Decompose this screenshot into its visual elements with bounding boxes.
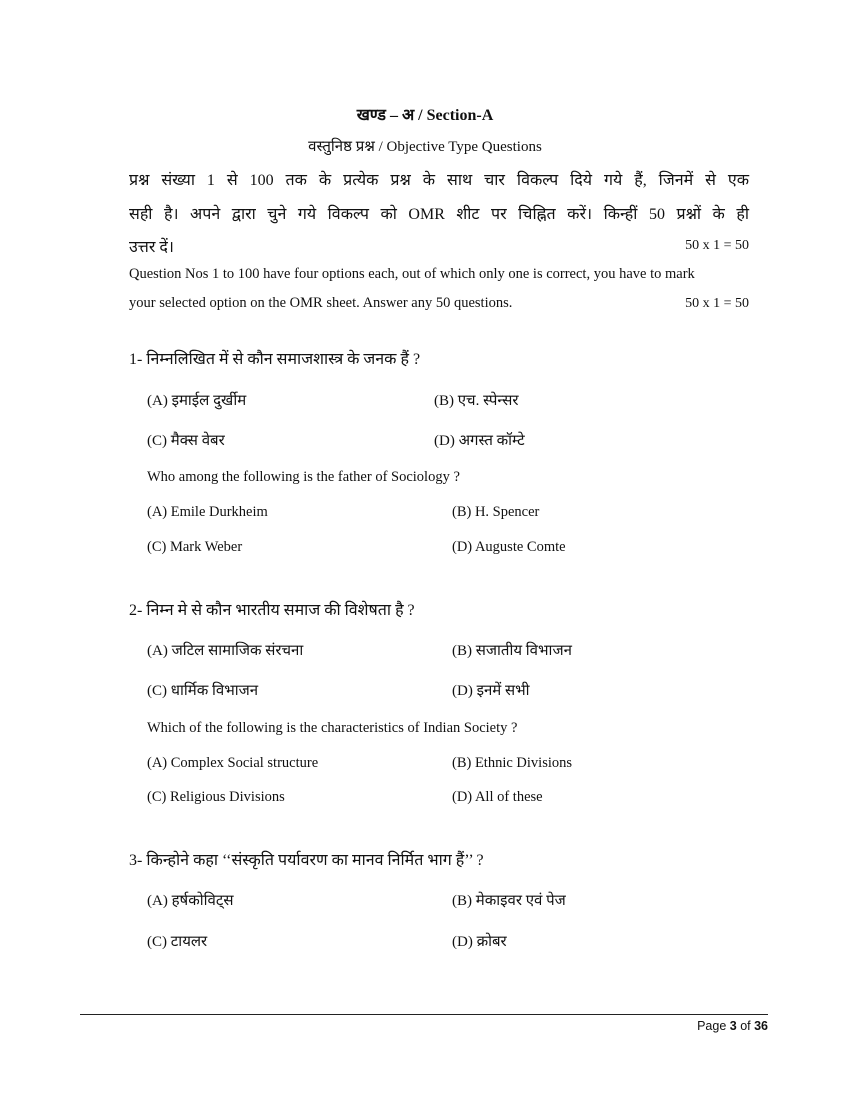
q3-option-c-hindi: (C) टायलर (147, 934, 208, 950)
question-3-hindi: 3- किन्होने कहा ‘‘संस्कृति पर्यावरण का मानव निर्मित भाग हैं’’ ? (129, 852, 484, 869)
q2-option-c-english: (C) Religious Divisions (147, 789, 285, 805)
page-number-current: 3 (729, 1019, 737, 1033)
q2-option-b-hindi: (B) सजातीय विभाजन (452, 643, 572, 659)
q3-option-b-hindi: (B) मेकाइवर एवं पेज (452, 893, 566, 909)
q2-option-b-english: (B) Ethnic Divisions (452, 755, 573, 771)
q1-option-c-hindi: (C) मैक्स वेबर (147, 433, 225, 449)
q1-option-c-english: (C) Mark Weber (147, 539, 243, 555)
page-number (697, 1019, 768, 1033)
instruction-english-line: Question Nos 1 to 100 have four options each, out of which only one is correct, you have to mark (129, 266, 695, 282)
q2-option-a-hindi: (A) जटिल सामाजिक संरचना (147, 643, 304, 659)
question-1-hindi: 1- निम्नलिखित में से कौन समाजशास्त्र के जनक हैं ? (129, 351, 421, 368)
q3-option-a-hindi: (A) हर्षकोविट्स (147, 893, 234, 909)
instruction-hindi-line: सही है। अपने द्वारा चुने गये विकल्प को OMR शीट पर चिह्नित करें। किन्हीं 50 प्रश्नों के ही (129, 206, 749, 223)
section-subtitle: वस्तुनिष्ठ प्रश्न / Objective Type Questions (308, 139, 542, 155)
q1-option-d-english: (D) Auguste Comte (452, 539, 566, 555)
instruction-english-line: your selected option on the OMR sheet. Answer any 50 questions. (129, 295, 513, 311)
question-2-english: Which of the following is the characteristics of Indian Society ? (147, 720, 518, 736)
question-2-hindi: 2- निम्न मे से कौन भारतीय समाज की विशेषता है ? (129, 602, 415, 619)
q2-option-d-hindi: (D) इनमें सभी (452, 683, 530, 699)
q2-option-a-english: (A) Complex Social structure (147, 755, 319, 771)
q2-option-c-hindi: (C) धार्मिक विभाजन (147, 683, 259, 699)
page-number-middle: of (736, 1019, 755, 1033)
q2-option-d-english: (D) All of these (452, 789, 543, 805)
q1-option-a-english: (A) Emile Durkheim (147, 504, 268, 520)
instruction-hindi-line: उत्तर दें। (129, 239, 174, 256)
page-number-prefix: Page (697, 1019, 730, 1033)
q1-option-d-hindi: (D) अगस्त कॉम्टे (434, 433, 525, 449)
q1-option-b-hindi: (B) एच. स्पेन्सर (434, 393, 519, 409)
q1-option-a-hindi: (A) इमाईल दुर्खीम (147, 393, 247, 409)
marks-english: 50 x 1 = 50 (685, 296, 749, 311)
footer-divider (80, 1014, 768, 1015)
q1-option-b-english: (B) H. Spencer (452, 504, 540, 520)
instruction-hindi-line: प्रश्न संख्या 1 से 100 तक के प्रत्येक प्रश्न के साथ चार विकल्प दिये गये हैं, जिनमें से एक (129, 172, 749, 189)
page-number-total: 36 (754, 1019, 768, 1033)
marks-hindi: 50 x 1 = 50 (685, 238, 749, 253)
section-title: खण्ड – अ / Section-A (356, 107, 494, 124)
q3-option-d-hindi: (D) क्रोबर (452, 934, 507, 950)
question-1-english: Who among the following is the father of Sociology ? (147, 469, 460, 485)
